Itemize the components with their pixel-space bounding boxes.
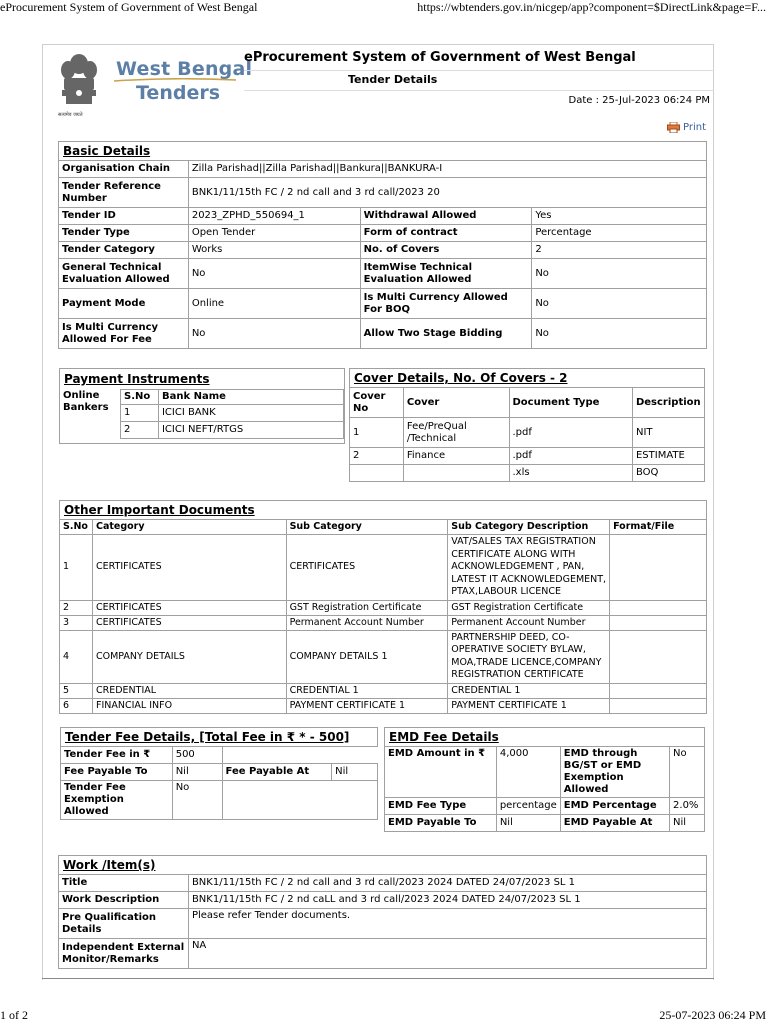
page-subtitle: Tender Details (348, 73, 438, 86)
work-items-table (58, 855, 707, 969)
bank-name: ICICI NEFT/RTGS (158, 422, 343, 439)
doc-subcategory: PAYMENT CERTIFICATE 1 (286, 698, 448, 713)
doc-subcategory: CREDENTIAL 1 (286, 683, 448, 698)
multi-currency-boq-value: No (532, 289, 707, 319)
doc-subcategory: COMPANY DETAILS 1 (286, 630, 448, 683)
fee-exemption-label: Tender Fee Exemption Allowed (61, 781, 173, 820)
other-documents-table (59, 500, 707, 714)
two-stage-value: No (532, 319, 707, 349)
basic-details-table (58, 141, 707, 349)
logo-line-1: West Bengal (116, 58, 253, 80)
online-bankers-label: Online Bankers (63, 390, 109, 413)
fee-payable-at-label: Fee Payable At (222, 764, 332, 781)
doc-category: CERTIFICATES (92, 600, 286, 615)
doc-category: CREDENTIAL (92, 683, 286, 698)
emd-payable-to-value: Nil (496, 815, 560, 832)
emd-percentage-value: 2.0% (670, 798, 705, 815)
report-date: Date : 25-Jul-2023 06:24 PM (568, 95, 710, 106)
other-documents-heading: Other Important Documents (60, 501, 707, 520)
doc-sno: 6 (60, 698, 93, 713)
cover-description: ESTIMATE (632, 448, 704, 465)
emd-fee-type-value: percentage (496, 798, 560, 815)
west-bengal-tenders-logo (54, 50, 253, 122)
cover-details-heading: Cover Details, No. Of Covers - 2 (350, 369, 705, 388)
emblem-motto: सत्यमेव जयते (58, 112, 83, 118)
multi-currency-fee-label: Is Multi Currency Allowed For Fee (59, 319, 189, 349)
org-chain-label: Organisation Chain (59, 161, 189, 178)
emd-percentage-label: EMD Percentage (560, 798, 669, 815)
print-link[interactable] (667, 122, 706, 133)
basic-details-heading: Basic Details (59, 142, 707, 161)
doc-subcat-desc: PAYMENT CERTIFICATE 1 (448, 698, 610, 713)
emd-fee-table (384, 727, 705, 832)
work-desc-label: Work Description (59, 892, 189, 909)
withdrawal-value: Yes (532, 208, 707, 225)
work-desc-value: BNK1/11/15th FC / 2 nd caLL and 3 rd call/2023 2024 DATED 24/07/2023 SL 1 (188, 892, 706, 909)
doc-format (610, 698, 707, 713)
logo-line-2: Tenders (136, 82, 221, 104)
tender-id-value: 2023_ZPHD_550694_1 (188, 208, 360, 225)
contract-form-value: Percentage (532, 225, 707, 242)
doc-format-header: Format/File (610, 520, 707, 535)
bank-name: ICICI BANK (158, 405, 343, 422)
doc-format (610, 615, 707, 630)
tender-fee-heading: Tender Fee Details, [Total Fee in ₹ * - 500] (61, 728, 378, 747)
doc-category: CERTIFICATES (92, 535, 286, 601)
doc-format (610, 600, 707, 615)
emd-payable-at-value: Nil (670, 815, 705, 832)
bankers-table (120, 389, 344, 439)
tender-ref-label: Tender Reference Number (59, 178, 189, 208)
cover-no (350, 465, 404, 482)
fee-payable-at-value: Nil (332, 764, 378, 781)
itemwise-label: ItemWise Technical Evaluation Allowed (360, 259, 532, 289)
cover-no-header: Cover No (350, 388, 404, 418)
prequal-label: Pre Qualification Details (59, 909, 189, 939)
page-number: 1 of 2 (0, 1008, 28, 1022)
doc-sno: 4 (60, 630, 93, 683)
empty-cell (222, 781, 377, 820)
browser-page-title: eProcurement System of Government of West Bengal (0, 0, 258, 14)
printer-icon (667, 122, 680, 133)
work-title-label: Title (59, 875, 189, 892)
doc-format (610, 630, 707, 683)
doc-subcategory: GST Registration Certificate (286, 600, 448, 615)
covers-count-value: 2 (532, 242, 707, 259)
payment-mode-value: Online (188, 289, 360, 319)
doc-format (610, 683, 707, 698)
tender-id-label: Tender ID (59, 208, 189, 225)
gte-label: General Technical Evaluation Allowed (59, 259, 189, 289)
cover-no: 1 (350, 418, 404, 448)
emd-through-value: No (670, 747, 705, 798)
emd-fee-type-label: EMD Fee Type (385, 798, 497, 815)
doc-subcat-desc: PARTNERSHIP DEED, CO-OPERATIVE SOCIETY BYLAW, MOA,TRADE LICENCE,COMPANY REGISTRATION CERTIFICATE (448, 630, 610, 683)
monitor-label: Independent External Monitor/Remarks (59, 939, 189, 969)
itemwise-value: No (532, 259, 707, 289)
doc-type-header: Document Type (509, 388, 632, 418)
multi-currency-fee-value: No (188, 319, 360, 349)
subtitle-divider (244, 90, 714, 91)
fee-exemption-value: No (172, 781, 222, 820)
fee-payable-to-value: Nil (172, 764, 222, 781)
title-divider (244, 70, 714, 71)
doc-type: .pdf (509, 418, 632, 448)
doc-sno: 1 (60, 535, 93, 601)
bank-sno: 2 (121, 422, 159, 439)
description-header: Description (632, 388, 704, 418)
two-stage-label: Allow Two Stage Bidding (360, 319, 532, 349)
doc-sno: 5 (60, 683, 93, 698)
bank-sno: 1 (121, 405, 159, 422)
cover-description: NIT (632, 418, 704, 448)
doc-category: COMPANY DETAILS (92, 630, 286, 683)
doc-category: CERTIFICATES (92, 615, 286, 630)
gte-value: No (188, 259, 360, 289)
multi-currency-boq-label: Is Multi Currency Allowed For BOQ (360, 289, 532, 319)
work-title-value: BNK1/11/15th FC / 2 nd call and 3 rd call/2023 2024 DATED 24/07/2023 SL 1 (188, 875, 706, 892)
emd-amount-label: EMD Amount in ₹ (385, 747, 497, 798)
emd-fee-heading: EMD Fee Details (385, 728, 705, 747)
withdrawal-label: Withdrawal Allowed (360, 208, 532, 225)
covers-count-label: No. of Covers (360, 242, 532, 259)
tender-ref-value: BNK1/11/15th FC / 2 nd call and 3 rd call/2023 20 (188, 178, 706, 208)
contract-form-label: Form of contract (360, 225, 532, 242)
page-bottom-rule (42, 978, 714, 979)
doc-subcat-desc: VAT/SALES TAX REGISTRATION CERTIFICATE ALONG WITH ACKNOWLEDGEMENT , PAN, LATEST IT ACKNOWLEDGEMENT, PTAX,LABOUR LICENCE (448, 535, 610, 601)
cover-name: Finance (403, 448, 509, 465)
doc-sno-header: S.No (60, 520, 93, 535)
org-chain-value: Zilla Parishad||Zilla Parishad||Bankura||BANKURA-I (188, 161, 706, 178)
doc-sno: 3 (60, 615, 93, 630)
tender-fee-label: Tender Fee in ₹ (61, 747, 173, 764)
doc-type: .xls (509, 465, 632, 482)
doc-type: .pdf (509, 448, 632, 465)
tender-type-label: Tender Type (59, 225, 189, 242)
doc-subcategory-header: Sub Category (286, 520, 448, 535)
prequal-value: Please refer Tender documents. (188, 909, 706, 939)
print-label[interactable]: Print (682, 122, 706, 133)
cover-no: 2 (350, 448, 404, 465)
monitor-value: NA (188, 939, 706, 969)
tender-category-label: Tender Category (59, 242, 189, 259)
fee-payable-to-label: Fee Payable To (61, 764, 173, 781)
doc-subcat-desc: GST Registration Certificate (448, 600, 610, 615)
doc-subcat-desc-header: Sub Category Description (448, 520, 610, 535)
tender-category-value: Works (188, 242, 360, 259)
tender-fee-table (60, 727, 378, 820)
doc-category-header: Category (92, 520, 286, 535)
emd-through-label: EMD through BG/ST or EMD Exemption Allowed (560, 747, 669, 798)
doc-category: FINANCIAL INFO (92, 698, 286, 713)
doc-subcategory: Permanent Account Number (286, 615, 448, 630)
print-timestamp: 25-07-2023 06:24 PM (659, 1008, 766, 1022)
bank-name-header: Bank Name (158, 390, 343, 405)
bank-sno-header: S.No (121, 390, 159, 405)
emd-payable-to-label: EMD Payable To (385, 815, 497, 832)
cover-name (403, 465, 509, 482)
browser-url: https://wbtenders.gov.in/nicgep/app?component=$DirectLink&page=F... (417, 0, 766, 14)
doc-subcat-desc: Permanent Account Number (448, 615, 610, 630)
empty-cell (222, 747, 377, 764)
doc-subcat-desc: CREDENTIAL 1 (448, 683, 610, 698)
payment-mode-label: Payment Mode (59, 289, 189, 319)
cover-name: Fee/PreQual /Technical (403, 418, 509, 448)
doc-format (610, 535, 707, 601)
cover-description: BOQ (632, 465, 704, 482)
cover-header: Cover (403, 388, 509, 418)
site-title: eProcurement System of Government of West Bengal (244, 50, 636, 65)
payment-instruments-heading: Payment Instruments (64, 372, 210, 386)
emd-payable-at-label: EMD Payable At (560, 815, 669, 832)
work-items-heading: Work /Item(s) (59, 856, 707, 875)
emd-amount-value: 4,000 (496, 747, 560, 798)
doc-subcategory: CERTIFICATES (286, 535, 448, 601)
doc-sno: 2 (60, 600, 93, 615)
tender-type-value: Open Tender (188, 225, 360, 242)
cover-details-table (349, 368, 705, 482)
tender-fee-value: 500 (172, 747, 222, 764)
